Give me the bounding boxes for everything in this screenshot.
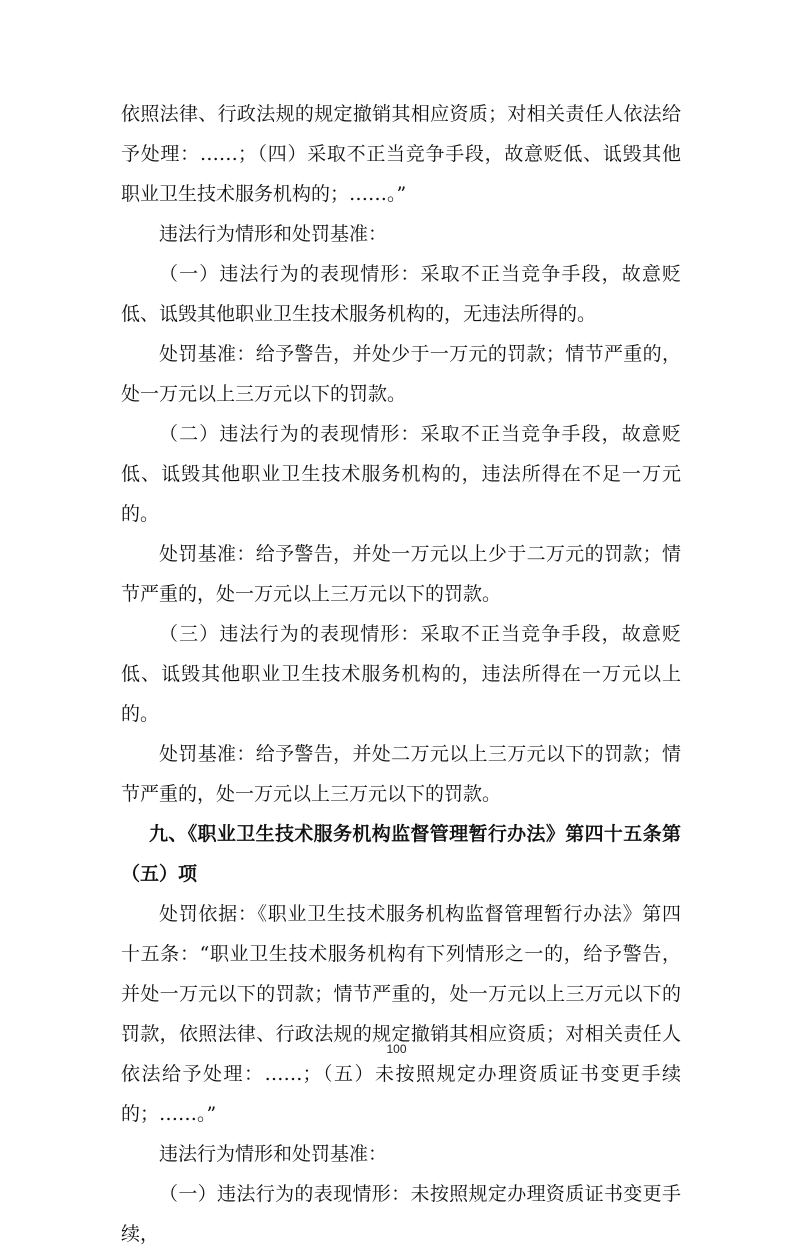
paragraph-case-1: （一）违法行为的表现情形：采取不正当竞争手段，故意贬低、诋毁其他职业卫生技术服务机构的，无违法所得的。: [121, 263, 681, 325]
paragraph-case-1b: （一）违法行为的表现情形：未按照规定办理资质证书变更手续，: [121, 1183, 681, 1245]
paragraph-violation-intro-2: 违法行为情形和处罚基准：: [159, 1143, 388, 1165]
paragraph-penalty-basis: 处罚依据：《职业卫生技术服务机构监督管理暂行办法》第四十五条：“职业卫生技术服务机构有下列情形之一的，给予警告，并处一万元以下的罚款；情节严重的，处一万元以上三万元以下的罚款，依照法律、行政法规的规定撤销其相应资质；对相关责任人依法给予处理：……；（五）未按照规定办理资质证书变更手续的；……。”: [121, 903, 681, 1125]
section-heading: 九、《职业卫生技术服务机构监督管理暂行办法》第四十五条第（五）项: [121, 823, 681, 885]
paragraph-penalty-3: 处罚基准：给予警告，并处二万元以上三万元以下的罚款；情节严重的，处一万元以上三万元以下的罚款。: [121, 743, 681, 805]
paragraph-penalty-2: 处罚基准：给予警告，并处一万元以上少于二万元的罚款；情节严重的，处一万元以上三万元以下的罚款。: [121, 543, 681, 605]
paragraph-penalty-1: 处罚基准：给予警告，并处少于一万元的罚款；情节严重的，处一万元以上三万元以下的罚款。: [121, 343, 681, 405]
paragraph-case-3: （三）违法行为的表现情形：采取不正当竞争手段，故意贬低、诋毁其他职业卫生技术服务机构的，违法所得在一万元以上的。: [121, 623, 681, 725]
paragraph-case-2: （二）违法行为的表现情形：采取不正当竞争手段，故意贬低、诋毁其他职业卫生技术服务机构的，违法所得在不足一万元的。: [121, 423, 681, 525]
document-body: [121, 94, 681, 1254]
page-number: 100: [386, 1042, 407, 1056]
paragraph-violation-intro: 违法行为情形和处罚基准：: [159, 223, 388, 245]
paragraph-continuation: 依照法律、行政法规的规定撤销其相应资质；对相关责任人依法给予处理：……；（四）采取不正当竞争手段，故意贬低、诋毁其他职业卫生技术服务机构的；……。”: [121, 103, 681, 205]
